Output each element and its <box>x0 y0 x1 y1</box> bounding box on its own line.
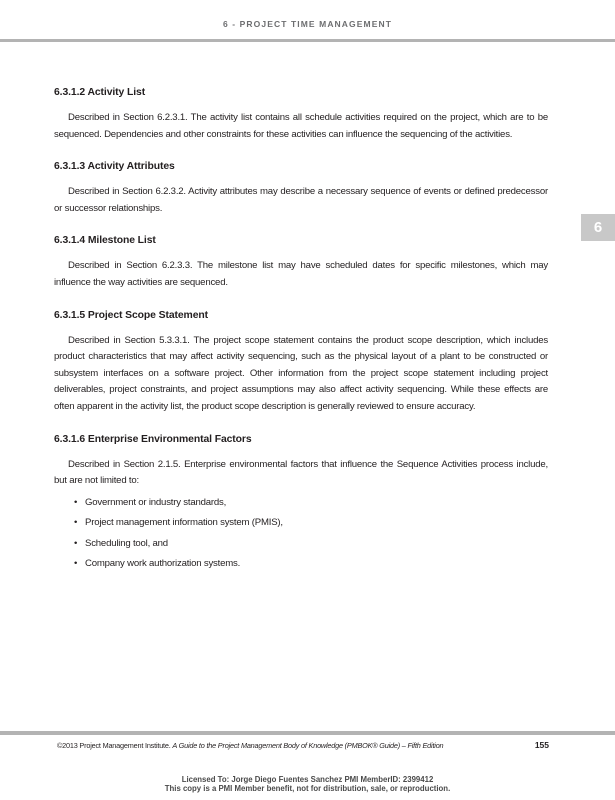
license-line-1: Licensed To: Jorge Diego Fuentes Sanchez PMI MemberID: 2399412 <box>181 775 434 784</box>
section-paragraph: Described in Section 5.3.3.1. The project scope statement contains the product scope description, which includes product characteristics that may affect activity sequencing, such as the physical layout of a plant to be constructed or subsystem interfaces on a software project. Other information from the project scope statement including project deliverables, project constraints, and project assumptions may also affect activity sequencing. While these effects are often apparent in the activity list, the product scope description is generally reviewed to ensure accuracy. <box>54 334 548 412</box>
section-milestone-list <box>54 234 548 291</box>
list-item <box>74 554 548 575</box>
page-number: 155 <box>534 740 549 750</box>
list-item-text: Project management information system (PMIS), <box>85 517 283 529</box>
section-enterprise-environmental-factors <box>54 433 548 575</box>
section-heading: 6.3.1.6 Enterprise Environmental Factors <box>54 433 252 445</box>
section-paragraph: Described in Section 6.2.3.1. The activity list contains all schedule activities required on the project, which are to be sequenced. Dependencies and other constraints for these activities can influence the sequencing of the activities. <box>54 112 548 140</box>
bullet-icon: • <box>74 537 78 549</box>
chapter-tab: 6 <box>581 214 615 241</box>
factors-list <box>54 493 548 575</box>
section-heading: 6.3.1.2 Activity List <box>54 87 146 98</box>
list-item-text: Company work authorization systems. <box>85 558 241 570</box>
license-line-2: This copy is a PMI Member benefit, not for distribution, sale, or reproduction. <box>164 783 451 793</box>
list-item-text: Scheduling tool, and <box>85 537 168 549</box>
list-item <box>74 534 548 555</box>
footer-divider <box>0 731 615 735</box>
license-notice <box>0 776 615 793</box>
section-activity-list <box>54 86 548 143</box>
footer-guide-title: A Guide to the Project Management Body of Knowledge (PMBOK® Guide) – Fifth Edition <box>172 741 444 750</box>
header-divider <box>0 39 615 42</box>
section-paragraph: Described in Section 6.2.3.3. The milestone list may have scheduled dates for specific milestones, which may influence the way activities are sequenced. <box>54 260 548 288</box>
footer-citation <box>57 741 443 750</box>
running-header: 6 - PROJECT TIME MANAGEMENT <box>222 19 392 29</box>
footer-copyright: ©2013 Project Management Institute. <box>57 741 171 750</box>
page-body <box>54 86 548 575</box>
list-item <box>74 493 548 514</box>
section-paragraph: Described in Section 6.2.3.2. Activity attributes may describe a necessary sequence of events or defined predecessor or successor relationships. <box>54 186 548 214</box>
section-heading: 6.3.1.5 Project Scope Statement <box>54 309 208 321</box>
section-project-scope-statement <box>54 309 548 416</box>
list-item-text: Government or industry standards, <box>85 496 227 508</box>
list-item <box>74 513 548 534</box>
section-heading: 6.3.1.3 Activity Attributes <box>54 161 175 173</box>
bullet-icon: • <box>74 558 78 570</box>
section-heading: 6.3.1.4 Milestone List <box>54 235 156 247</box>
section-paragraph: Described in Section 2.1.5. Enterprise environmental factors that influence the Sequence Activities process include, but are not limited to: <box>54 458 548 487</box>
section-activity-attributes <box>54 160 548 217</box>
bullet-icon: • <box>74 517 78 529</box>
bullet-icon: • <box>74 496 78 508</box>
